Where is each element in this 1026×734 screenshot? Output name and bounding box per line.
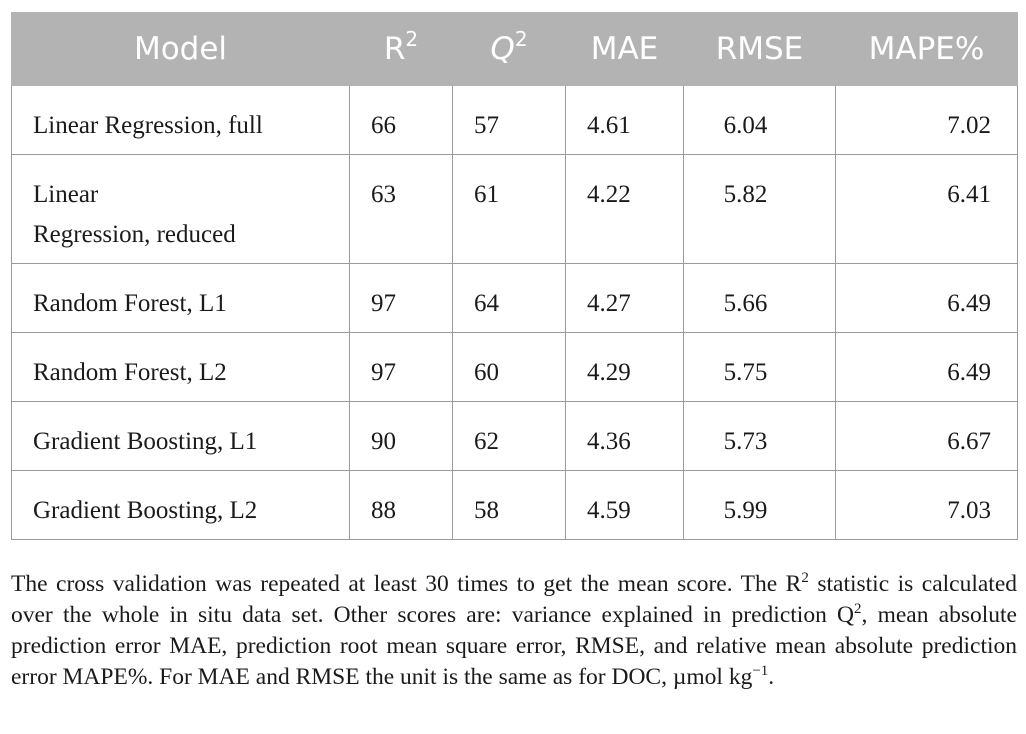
cell-mape: 6.67 <box>836 402 1018 471</box>
cell-r2: 88 <box>350 471 453 540</box>
cell-rmse: 5.66 <box>684 264 836 333</box>
cell-mae: 4.36 <box>566 402 684 471</box>
cell-rmse: 5.99 <box>684 471 836 540</box>
header-model: Model <box>12 13 350 86</box>
cell-q2: 60 <box>453 333 566 402</box>
cell-model-line1: Linear <box>33 181 99 208</box>
cell-r2: 97 <box>350 264 453 333</box>
cell-r2: 66 <box>350 86 453 155</box>
cell-mae: 4.29 <box>566 333 684 402</box>
table-row <box>12 264 1018 333</box>
cell-mae: 4.22 <box>566 155 684 264</box>
table-row <box>12 471 1018 540</box>
cell-model <box>12 155 350 264</box>
cell-mae: 4.59 <box>566 471 684 540</box>
header-rmse: RMSE <box>684 13 836 86</box>
cell-model-line2: Regression, reduced <box>33 221 236 248</box>
cell-r2: 90 <box>350 402 453 471</box>
cell-model: Random Forest, L2 <box>12 333 350 402</box>
cell-mape: 6.41 <box>836 155 1018 264</box>
cell-q2: 57 <box>453 86 566 155</box>
table-row <box>12 155 1018 264</box>
cell-model: Gradient Boosting, L2 <box>12 471 350 540</box>
model-performance-table <box>11 12 1018 540</box>
cell-mae: 4.61 <box>566 86 684 155</box>
cell-q2: 61 <box>453 155 566 264</box>
table-footnote: The cross validation was repeated at least 30 times to get the mean score. The $R^2$ statistic is calculated over the whole in situ data set. Other scores are: variance explained in prediction $Q^2$, mean absolute prediction error MAE, prediction root mean square error, RMSE, and relative mean absolute prediction error MAPE%. For MAE and RMSE the unit is the same as for DOC, µmol $kg^{-1}$. <box>11 569 1017 690</box>
cell-rmse: 5.75 <box>684 333 836 402</box>
cell-rmse: 6.04 <box>684 86 836 155</box>
cell-r2: 63 <box>350 155 453 264</box>
header-r2: $R^2$ <box>350 13 453 86</box>
table-row <box>12 333 1018 402</box>
cell-mape: 7.03 <box>836 471 1018 540</box>
cell-q2: 64 <box>453 264 566 333</box>
table-header-row <box>12 13 1018 86</box>
cell-q2: 58 <box>453 471 566 540</box>
cell-model: Linear Regression, full <box>12 86 350 155</box>
header-mae: MAE <box>566 13 684 86</box>
cell-rmse: 5.73 <box>684 402 836 471</box>
header-q2: $Q^2$ <box>453 13 566 86</box>
cell-r2: 97 <box>350 333 453 402</box>
cell-mape: 7.02 <box>836 86 1018 155</box>
cell-mae: 4.27 <box>566 264 684 333</box>
table-row <box>12 86 1018 155</box>
table-row <box>12 402 1018 471</box>
cell-q2: 62 <box>453 402 566 471</box>
cell-model: Gradient Boosting, L1 <box>12 402 350 471</box>
cell-mape: 6.49 <box>836 333 1018 402</box>
cell-rmse: 5.82 <box>684 155 836 264</box>
header-mape: MAPE% <box>836 13 1018 86</box>
cell-model: Random Forest, L1 <box>12 264 350 333</box>
cell-mape: 6.49 <box>836 264 1018 333</box>
